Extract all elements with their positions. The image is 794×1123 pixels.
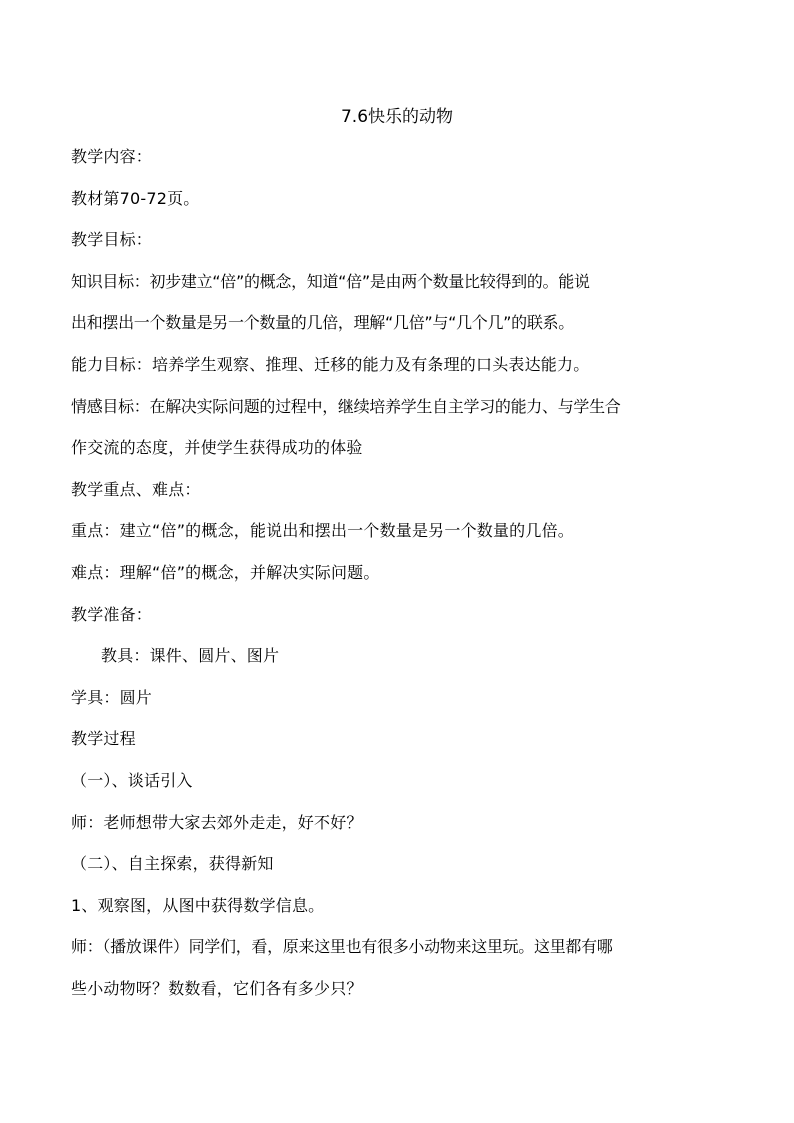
paragraph-teaching-aids: 教具：课件、圆片、图片 [101,646,280,666]
paragraph-emotion-goal-2: 作交流的态度，并使学生获得成功的体验 [71,438,363,458]
paragraph-teacher-question-1: 师：（播放课件）同学们，看，原来这里也有很多小动物来这里玩。这里都有哪 [71,937,613,957]
paragraph-student-aids: 学具：圆片 [71,687,153,707]
heading-teaching-content: 教学内容： [71,147,153,166]
heading-section-two: （二）、自主探索，获得新知 [71,854,274,874]
paragraph-teacher-intro: 师：老师想带大家去郊外走走，好不好？ [71,812,363,832]
heading-teaching-goals: 教学目标： [71,230,153,250]
paragraph-emotion-goal-1: 情感目标：在解决实际问题的过程中，继续培养学生自主学习的能力、与学生合 [71,396,621,416]
paragraph-knowledge-goal-1: 知识目标：初步建立“倍”的概念，知道“倍”是由两个数量比较得到的。能说 [71,271,590,291]
paragraph-key-point: 重点：建立“倍”的概念，能说出和摆出一个数量是另一个数量的几倍。 [71,521,574,541]
document-title: 7.6快乐的动物 [340,107,454,127]
heading-section-one: （一）、谈话引入 [71,770,193,790]
paragraph-teacher-question-2: 些小动物呀？数数看，它们各有多少只？ [71,978,363,998]
heading-key-difficult-points: 教学重点、难点： [71,479,201,499]
heading-teaching-preparation: 教学准备： [71,604,153,624]
paragraph-difficult-point: 难点：理解“倍”的概念，并解决实际问题。 [71,562,380,582]
document-body [71,145,736,1018]
paragraph-knowledge-goal-2: 出和摆出一个数量是另一个数量的几倍，理解“几倍”与“几个几”的联系。 [71,313,574,333]
paragraph-step-one: 1、观察图，从图中获得数学信息。 [71,895,325,915]
heading-teaching-process: 教学过程 [71,729,136,749]
paragraph-ability-goal: 能力目标：培养学生观察、推理、迁移的能力及有条理的口头表达能力。 [71,354,590,374]
paragraph-textbook-pages: 教材第70-72页。 [71,188,200,208]
